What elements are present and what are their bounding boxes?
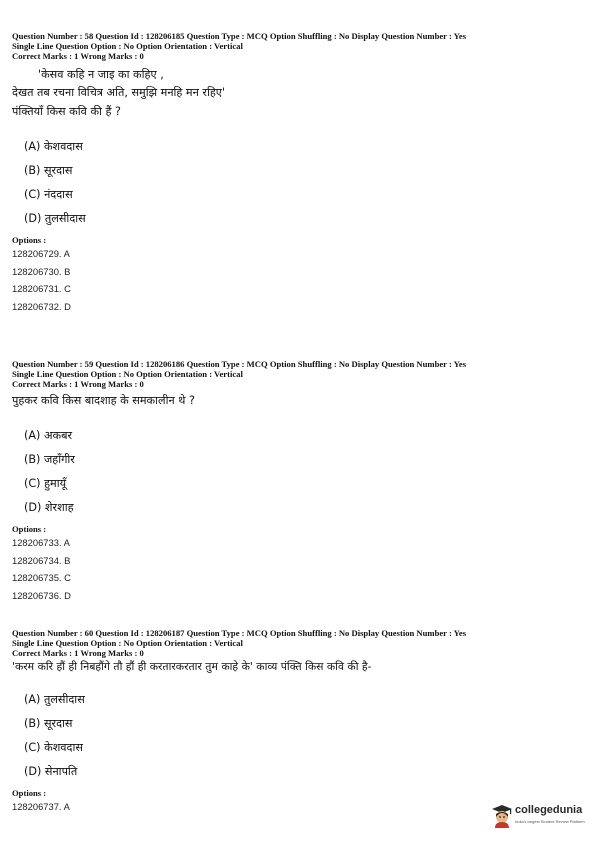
option-id: 128206729. A xyxy=(12,248,70,259)
graduate-mascot-icon xyxy=(491,804,513,828)
question-meta-options: Single Line Question Option : No Option Orientation : Vertical xyxy=(12,41,243,51)
answer-option: (A) अकबर xyxy=(24,429,73,442)
option-id: 128206731. C xyxy=(12,283,71,295)
option-id: 128206734. B xyxy=(12,554,71,566)
question-marks: Correct Marks : 1 Wrong Marks : 0 xyxy=(12,51,144,61)
question-text-line: देखत तब रचना विचित्र अति, समुझि मनहि मन रहिए' xyxy=(12,86,226,99)
answer-option: (C) हुमायूँ xyxy=(24,477,67,490)
question-marks: Correct Marks : 1 Wrong Marks : 0 xyxy=(12,379,144,389)
option-id: 128206736. D xyxy=(12,589,71,601)
question-text-line: पंक्तियाँ किस कवि की हैं ? xyxy=(12,105,121,118)
logo-tagline: India's largest Student Review Platform xyxy=(515,819,585,824)
options-heading: Options : xyxy=(12,524,47,534)
answer-option: (B) सूरदास xyxy=(24,717,73,730)
answer-option: (D) तुलसीदास xyxy=(24,212,86,225)
question-58 xyxy=(12,31,587,315)
answer-option: (D) शेरशाह xyxy=(24,501,74,514)
question-59 xyxy=(12,359,587,604)
question-meta: Question Number : 59 Question Id : 128206186 Question Type : MCQ Option Shuffling : No Display Question Number : Yes xyxy=(12,359,467,369)
logo-name: collegedunia xyxy=(515,804,583,816)
option-id: 128206735. C xyxy=(12,572,71,584)
answer-option: (A) तुलसीदास xyxy=(24,693,85,706)
option-id: 128206737. A xyxy=(12,801,70,812)
question-60 xyxy=(12,628,587,816)
question-text-line: पुहकर कवि किस बादशाह के समकालीन थे ? xyxy=(12,394,195,407)
question-meta: Question Number : 58 Question Id : 128206185 Question Type : MCQ Option Shuffling : No Display Question Number : Yes xyxy=(12,31,467,41)
question-meta: Question Number : 60 Question Id : 128206187 Question Type : MCQ Option Shuffling : No Display Question Number : Yes xyxy=(12,628,467,638)
option-id: 128206730. B xyxy=(12,265,71,277)
question-meta-options: Single Line Question Option : No Option Orientation : Vertical xyxy=(12,369,243,379)
question-text-line: 'केसव कहि न जाइ का कहिए , xyxy=(38,68,164,81)
question-text-line: 'करम करि हौं ही निबहौंगे तौ हौं ही करतारकरतार तुम काहे के' काव्य पंक्ति किस कवि की है- xyxy=(12,660,372,673)
answer-option: (C) नंददास xyxy=(24,188,73,201)
option-id: 128206733. A xyxy=(12,537,70,548)
answer-option: (B) जहाँगीर xyxy=(24,453,75,466)
answer-option: (C) केशवदास xyxy=(24,741,83,754)
answer-option: (B) सूरदास xyxy=(24,164,73,177)
answer-option: (A) केशवदास xyxy=(24,140,83,153)
collegedunia-logo xyxy=(491,802,591,832)
options-heading: Options : xyxy=(12,235,47,245)
options-heading: Options : xyxy=(12,788,47,798)
question-marks: Correct Marks : 1 Wrong Marks : 0 xyxy=(12,648,144,658)
option-id: 128206732. D xyxy=(12,300,71,312)
question-meta-options: Single Line Question Option : No Option Orientation : Vertical xyxy=(12,638,243,648)
answer-option: (D) सेनापति xyxy=(24,765,78,778)
